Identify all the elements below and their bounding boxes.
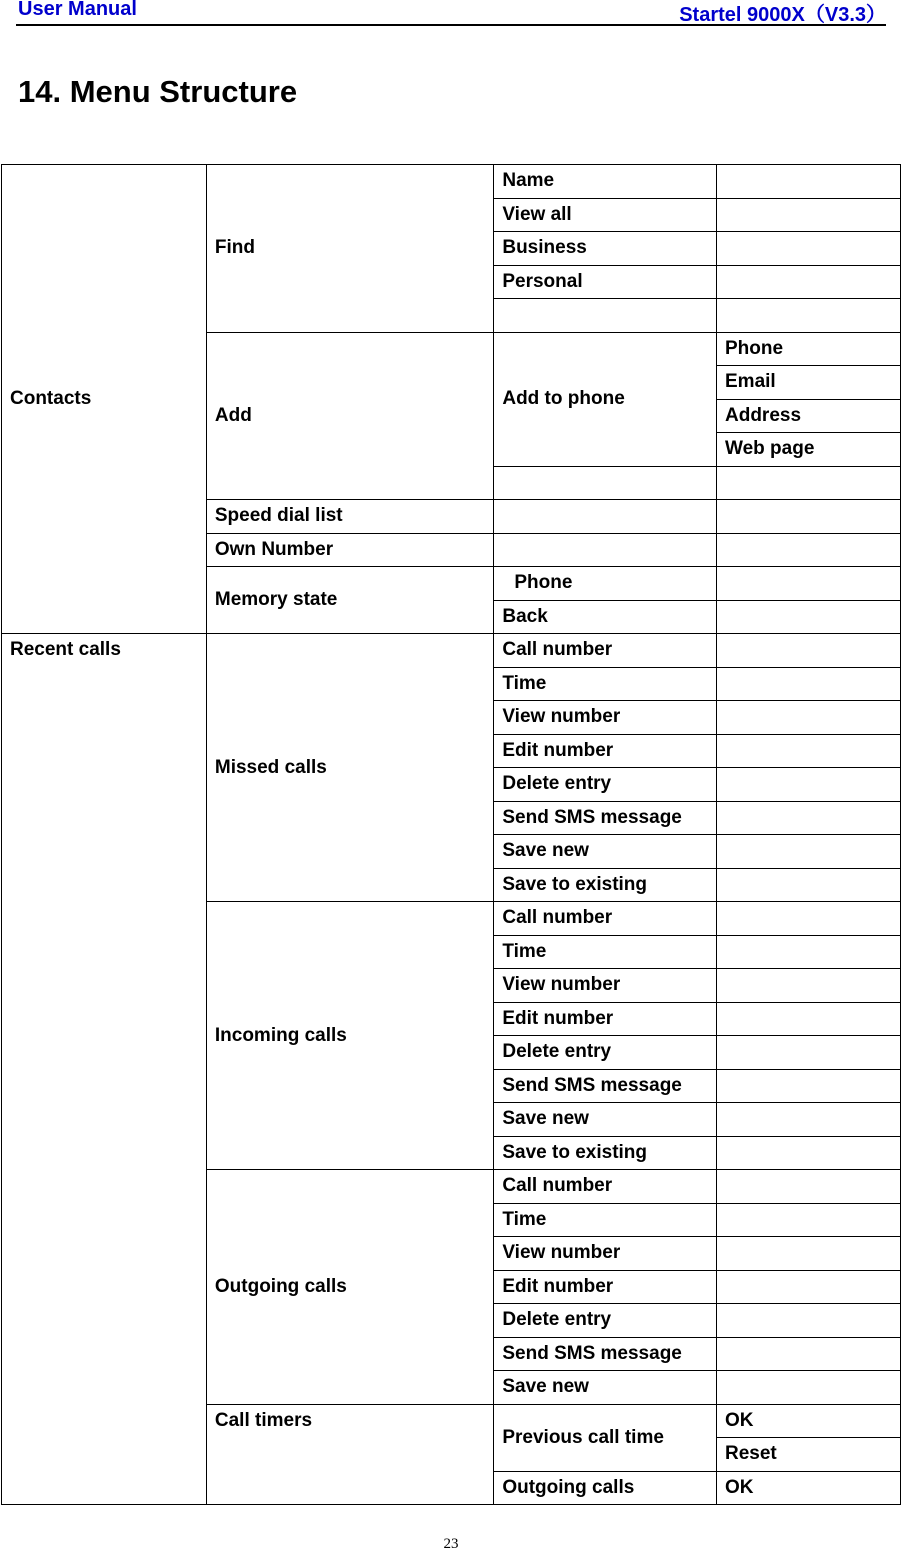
menu-empty-cell <box>717 1036 901 1070</box>
menu-empty-cell <box>717 567 901 601</box>
menu-item: Send SMS message <box>494 801 717 835</box>
menu-empty-cell <box>717 1136 901 1170</box>
menu-empty-cell <box>494 500 717 534</box>
menu-empty-cell <box>717 701 901 735</box>
menu-previous-call-time: Previous call time <box>494 1404 717 1471</box>
menu-item: Business <box>494 232 717 266</box>
menu-empty-cell <box>717 902 901 936</box>
menu-item: View number <box>494 1237 717 1271</box>
menu-item: Delete entry <box>494 1036 717 1070</box>
menu-empty-cell <box>717 1337 901 1371</box>
menu-contacts-add: Add <box>206 332 493 500</box>
menu-outgoing-calls: Outgoing calls <box>206 1170 493 1405</box>
menu-item: View number <box>494 701 717 735</box>
menu-empty-cell <box>717 969 901 1003</box>
menu-empty-cell <box>717 466 901 500</box>
header-manual-title: User Manual <box>18 0 137 20</box>
menu-item: View all <box>494 198 717 232</box>
menu-incoming-calls: Incoming calls <box>206 902 493 1170</box>
menu-empty-cell <box>717 734 901 768</box>
menu-item: Time <box>494 935 717 969</box>
menu-recent-calls: Recent calls <box>2 634 207 1505</box>
menu-call-timers: Call timers <box>206 1404 493 1505</box>
menu-item: Personal <box>494 265 717 299</box>
menu-empty-cell <box>717 1002 901 1036</box>
table-row <box>2 634 901 668</box>
menu-empty-cell <box>717 801 901 835</box>
menu-item: Time <box>494 1203 717 1237</box>
menu-item: Address <box>717 399 901 433</box>
menu-empty-cell <box>717 1237 901 1271</box>
menu-item: Delete entry <box>494 768 717 802</box>
menu-item: Edit number <box>494 1270 717 1304</box>
menu-item: Name <box>494 165 717 199</box>
menu-contacts-find: Find <box>206 165 493 333</box>
menu-item: Send SMS message <box>494 1069 717 1103</box>
menu-empty-cell <box>717 634 901 668</box>
menu-item: Edit number <box>494 1002 717 1036</box>
menu-empty-cell <box>717 1371 901 1405</box>
menu-item: Web page <box>717 433 901 467</box>
menu-item: Phone <box>494 567 717 601</box>
menu-empty-cell <box>717 500 901 534</box>
menu-empty-cell <box>717 835 901 869</box>
menu-empty-cell <box>717 600 901 634</box>
menu-item: Send SMS message <box>494 1337 717 1371</box>
menu-item: View number <box>494 969 717 1003</box>
menu-item: Email <box>717 366 901 400</box>
menu-item: Edit number <box>494 734 717 768</box>
menu-item: Back <box>494 600 717 634</box>
menu-item: OK <box>717 1404 901 1438</box>
menu-empty-cell <box>717 232 901 266</box>
menu-item: Save new <box>494 835 717 869</box>
menu-item: Call number <box>494 902 717 936</box>
menu-own-number: Own Number <box>206 533 493 567</box>
menu-item: Save to existing <box>494 1136 717 1170</box>
menu-empty-cell <box>717 1069 901 1103</box>
menu-empty-cell <box>717 868 901 902</box>
menu-item <box>494 299 717 333</box>
menu-item: OK <box>717 1471 901 1505</box>
menu-item: Delete entry <box>494 1304 717 1338</box>
menu-empty-cell <box>717 198 901 232</box>
menu-item: Save new <box>494 1103 717 1137</box>
menu-item: Save new <box>494 1371 717 1405</box>
menu-memory-state: Memory state <box>206 567 493 634</box>
menu-item: Call number <box>494 634 717 668</box>
menu-empty-cell <box>494 533 717 567</box>
menu-item: Call number <box>494 1170 717 1204</box>
menu-item <box>494 466 717 500</box>
header-model-version: Startel 9000X（V3.3） <box>679 4 886 26</box>
menu-item: Reset <box>717 1438 901 1472</box>
page-number: 23 <box>443 1536 459 1552</box>
menu-item: Phone <box>717 332 901 366</box>
menu-empty-cell <box>717 768 901 802</box>
table-row <box>2 165 901 199</box>
menu-missed-calls: Missed calls <box>206 634 493 902</box>
menu-timer-outgoing-calls: Outgoing calls <box>494 1471 717 1505</box>
menu-empty-cell <box>717 935 901 969</box>
menu-empty-cell <box>717 1103 901 1137</box>
menu-item: Save to existing <box>494 868 717 902</box>
menu-empty-cell <box>717 1170 901 1204</box>
menu-empty-cell <box>717 1304 901 1338</box>
header-divider <box>16 24 886 26</box>
menu-empty-cell <box>717 1270 901 1304</box>
menu-empty-cell <box>717 1203 901 1237</box>
menu-contacts: Contacts <box>2 165 207 634</box>
menu-empty-cell <box>717 667 901 701</box>
menu-add-to-phone: Add to phone <box>494 332 717 466</box>
menu-item: Time <box>494 667 717 701</box>
menu-structure-table <box>1 164 901 1505</box>
menu-empty-cell <box>717 533 901 567</box>
section-title: 14. Menu Structure <box>18 74 298 109</box>
menu-speed-dial-list: Speed dial list <box>206 500 493 534</box>
menu-empty-cell <box>717 299 901 333</box>
menu-empty-cell <box>717 265 901 299</box>
menu-empty-cell <box>717 165 901 199</box>
